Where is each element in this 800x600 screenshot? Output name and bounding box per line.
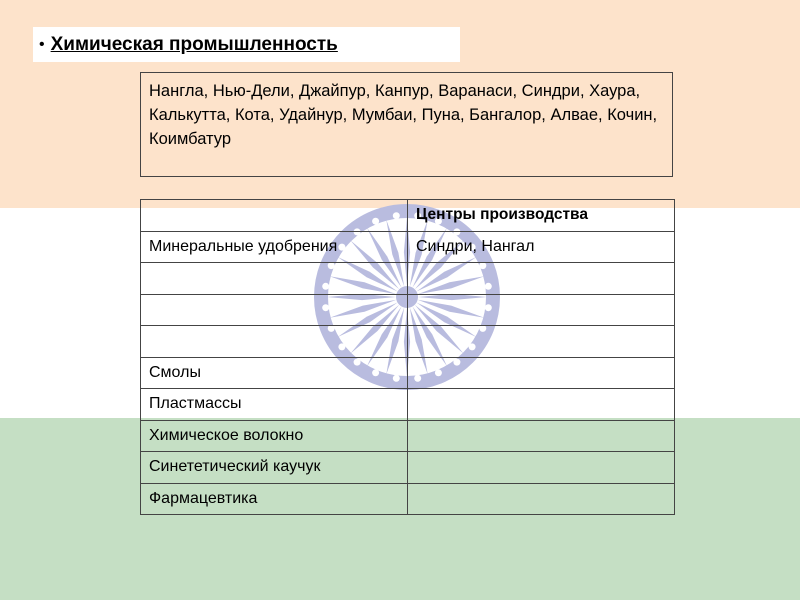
header-cell-industry xyxy=(141,200,408,232)
table-cell-centers xyxy=(408,452,675,484)
table-cell-centers xyxy=(408,483,675,515)
table-cell-centers xyxy=(408,357,675,389)
table-cell-industry: Минеральные удобрения xyxy=(141,231,408,263)
table-cell-industry: Смолы xyxy=(141,357,408,389)
table-cell-industry: Химическое волокно xyxy=(141,420,408,452)
cities-list: Нангла, Нью-Дели, Джайпур, Канпур, Варанаси, Синдри, Хаура, Калькутта, Кота, Удайнур, Мумбаи, Пуна, Бангалор, Алвае, Кочин, Коимбатур xyxy=(140,72,673,177)
table-cell-industry xyxy=(141,326,408,358)
table-cell-centers: Синдри, Нангал xyxy=(408,231,675,263)
production-table xyxy=(140,199,675,515)
slide-title-text: Химическая промышленность xyxy=(50,33,338,55)
table-row xyxy=(141,483,675,515)
table-row xyxy=(141,294,675,326)
table-row xyxy=(141,263,675,295)
header-cell-centers: Центры производства xyxy=(408,200,675,232)
table-cell-industry: Пластмассы xyxy=(141,389,408,421)
table-cell-centers xyxy=(408,389,675,421)
table-header-row xyxy=(141,200,675,232)
table-cell-centers xyxy=(408,294,675,326)
title-bullet: • xyxy=(39,35,45,53)
slide-title xyxy=(33,27,460,62)
table-cell-centers xyxy=(408,263,675,295)
table-cell-industry: Фармацевтика xyxy=(141,483,408,515)
table-row xyxy=(141,452,675,484)
table-cell-industry: Синететический каучук xyxy=(141,452,408,484)
table-row xyxy=(141,389,675,421)
table-row xyxy=(141,357,675,389)
table-cell-industry xyxy=(141,294,408,326)
table-row xyxy=(141,326,675,358)
table-cell-centers xyxy=(408,326,675,358)
table-cell-industry xyxy=(141,263,408,295)
table-cell-centers xyxy=(408,420,675,452)
table-row xyxy=(141,231,675,263)
table-row xyxy=(141,420,675,452)
